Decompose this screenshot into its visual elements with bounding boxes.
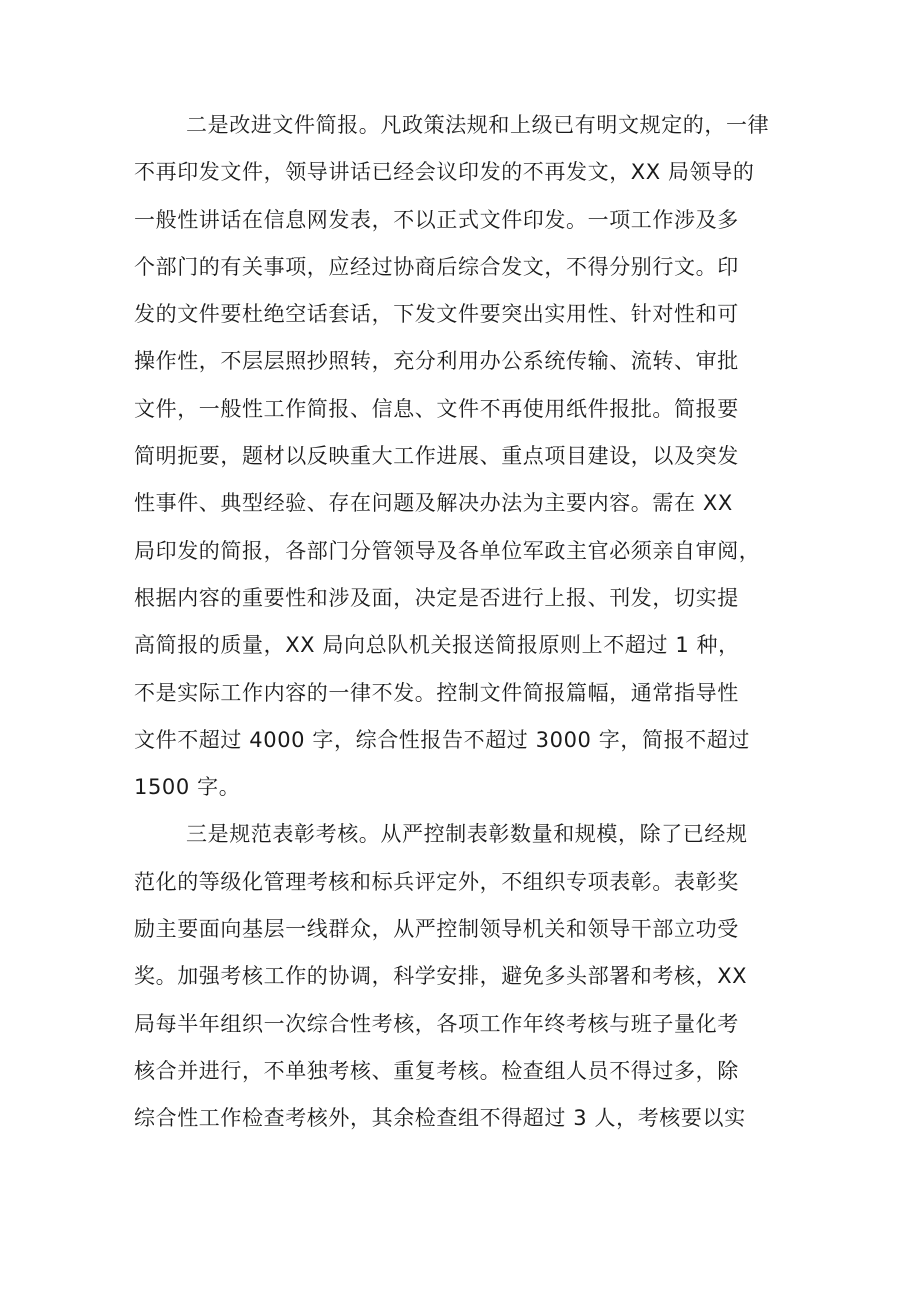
text-line: 励主要面向基层一线群众，从严控制领导机关和领导干部立功受 (134, 917, 739, 942)
paragraph-improve-documents (134, 102, 794, 811)
text-line: 综合性工作检查考核外，其余检查组不得超过 3 人，考核要以实 (134, 1106, 746, 1131)
text-line: 文件不超过 4000 字，综合性报告不超过 3000 字，简报不超过 (134, 727, 750, 752)
text-line: 文件，一般性工作简报、信息、文件不再使用纸件报批。简报要 (134, 396, 739, 421)
text-line: 个部门的有关事项，应经过协商后综合发文，不得分别行文。印 (134, 254, 739, 279)
text-line: 发的文件要杜绝空话套话，下发文件要突出实用性、针对性和可 (134, 302, 739, 327)
text-line: 高简报的质量，XX 局向总队机关报送简报原则上不超过 1 种， (134, 633, 740, 658)
text-line: 核合并进行，不单独考核、重复考核。检查组人员不得过多，除 (134, 1058, 739, 1083)
text-line: 性事件、典型经验、存在问题及解决办法为主要内容。需在 XX (134, 491, 733, 516)
text-line: 根据内容的重要性和涉及面，决定是否进行上报、刊发，切实提 (134, 585, 739, 610)
text-line: 二是改进文件简报。凡政策法规和上级已有明文规定的，一律 (186, 113, 770, 137)
text-line: 局每半年组织一次综合性考核，各项工作年终考核与班子量化考 (134, 1011, 739, 1036)
text-line: 奖。加强考核工作的协调，科学安排，避免多头部署和考核，XX (134, 964, 748, 989)
paragraph-standardize-commendation (134, 811, 794, 1142)
text-line: 范化的等级化管理考核和标兵评定外，不组织专项表彰。表彰奖 (134, 869, 739, 894)
text-line: 局印发的简报，各部门分管领导及各单位军政主官必须亲自审阅， (134, 538, 761, 563)
text-line: 不再印发文件，领导讲话已经会议印发的不再发文，XX 局领导的 (134, 160, 755, 185)
text-line: 一般性讲话在信息网发表，不以正式文件印发。一项工作涉及多 (134, 207, 739, 232)
text-line: 三是规范表彰考核。从严控制表彰数量和规模，除了已经规 (186, 822, 748, 847)
text-line: 不是实际工作内容的一律不发。控制文件简报篇幅，通常指导性 (134, 680, 739, 705)
document-body (134, 102, 794, 1143)
text-line: 简明扼要，题材以反映重大工作进展、重点项目建设，以及突发 (134, 444, 739, 469)
text-line: 1500 字。 (134, 775, 241, 800)
text-line: 操作性，不层层照抄照转，充分利用办公系统传输、流转、审批 (134, 349, 739, 374)
